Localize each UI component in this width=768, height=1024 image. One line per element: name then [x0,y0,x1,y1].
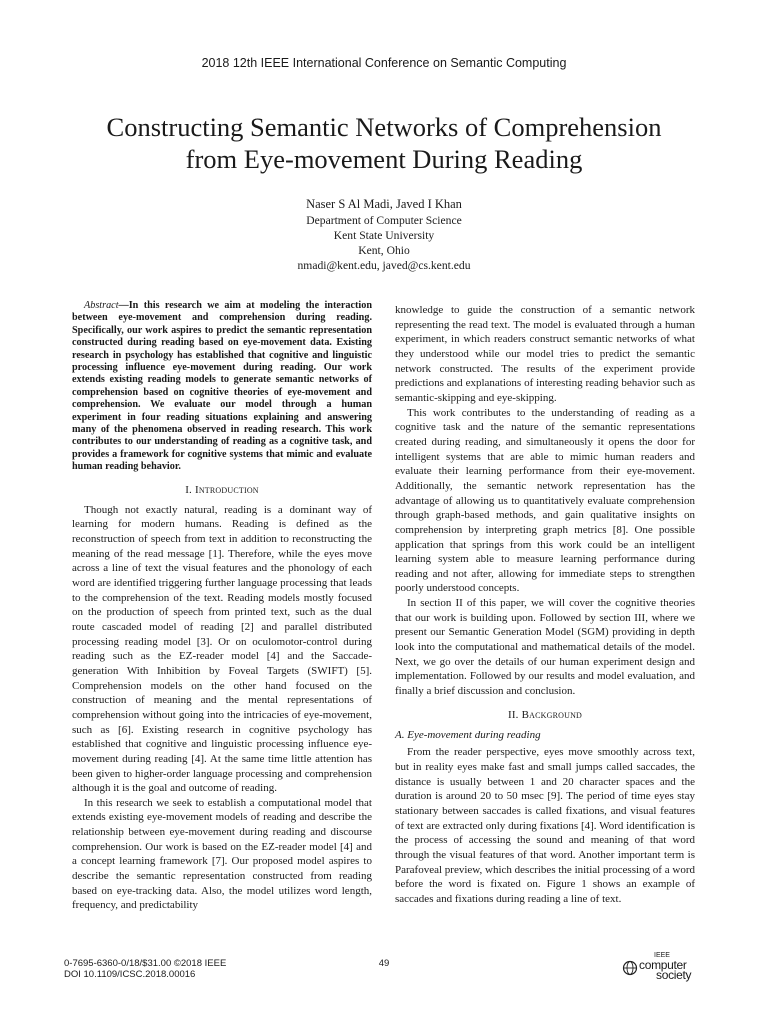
paper-title [40,111,728,175]
abstract [72,300,372,474]
logo-society-text: society [656,968,692,982]
right-paragraph-2: This work contributes to the understanding of reading as a cognitive task and the nature of the semantic representations created during reading, and simultaneously it opens the door for intelligent systems that are able to mimic human readers and evaluate their learning performance from their eye-movement. Additionally, the semantic network representation has the advantage of allowing us to quantitatively evaluate comprehension through graph-based methods, and gain qualitative insights on comprehension by interpreting graph metrics [8]. One possible application that springs from this work could be an intelligent learning system able to measure learning performance during reading and not after, allowing for immediate steps to strengthen poorly understood concepts. [395,406,695,595]
logo-computer-text: computer [639,958,687,972]
intro-paragraph-1: Though not exactly natural, reading is a dominant way of learning for modern humans. Reading is defined as the reconstruction of speech from text in addition to reconstructing the meaning of the read message [1]. Therefore, while the eyes move across a line of text the visual features and the phonology of each word are identified triggering further language processing that leads to the comprehension of the text. Reading models mostly focused on the production of speech from printed text, such as the dual route cascaded model of reading [2] and parallel distributed processing reading model [3]. Or on oculomotor-control during reading such as the EZ-reader model [4] and the Saccade-generation With Inhibition by Foveal Targets (SWIFT) [5]. Comprehension models on the other hand focused on the construction of meaning and the mental representations of comprehension without going into the intricacies of eye-movement, such as [6]. Existing research in cognitive psychology has established that cognitive and linguistic processing influence eye-movement during reading [4]. At the same time little attention has been given to higher-order language processing and comprehension although it is the goal and outcome of reading. [72,503,372,795]
intro-paragraph-2: In this research we seek to establish a computational model that extends existing eye-movement models of reading and describe the relationship between eye-movement during reading and discourse comprehension. Our work is based on the EZ-reader model [4] and a concept learning framework [7]. Our proposed model aspires to describe the semantic representation constructed from reading based on eye-tracking data. Also, the model utilizes word length, frequency, and predictability [72,796,372,912]
right-paragraph-1: knowledge to guide the construction of a semantic network representing the read text. The model is evaluated through a human experiment, in which readers construct semantic networks of what they understood while our model tries to predict the semantic network constructed. The results of the experiment provide predictions and explanations of interesting reading behavior such as semantic-skipping and eye-skipping. [395,304,695,404]
abstract-lead: Abstract [84,300,119,311]
ieee-computer-society-logo [622,952,712,988]
title-line-2: from Eye-movement During Reading [185,144,583,174]
right-column [395,303,695,907]
section-heading-background: II. Background [507,708,583,721]
logo-ieee-text: IEEE [654,952,670,959]
globe-icon [622,960,638,976]
background-paragraph-1: From the reader perspective, eyes move smoothly across text, but in reality eyes make fast and small jumps called saccades, the distance is usually between 1 and 20 character spaces and the duration is around 20 to 50 msec [9]. The period of time eyes stay stationary between saccades is called fixations, and visual features of text are extracted only during fixations [4]. Word identification is the process of accessing the sound and meaning of that word through the visual features of that word. Another important term is Parafoveal preview, which describes the initial processing of a word before the word is fixated on. Figure 1 shows an example of saccades and fixations during reading a line of text. [395,746,695,905]
subsection-heading-eye-movement: A. Eye-movement during reading [395,728,541,741]
author-names: Naser S Al Madi, Javed I Khan [306,197,462,211]
abstract-text: —In this research we aim at modeling the interaction between eye-movement and comprehension during reading. Specifically, our work aspires to predict the semantic representation constructed during reading based on eye-movement data. Existing research in psychology has established that cognitive and linguistic processing influence eye-movement during reading. Our work extends existing reading models to generate semantic networks of comprehension based on cognitive theories of eye-movement and comprehension. We evaluate our model through a human experiment in four reading situations explaining and answering many of the phenomena observed in reading research. This work contributes to our understanding of reading as a cognitive task, and provides a framework for cognitive systems that mimic and evaluate human reading behavior. [72,300,372,473]
right-paragraph-3: In section II of this paper, we will cover the cognitive theories that our work is building upon. Followed by section III, where we present our Semantic Generation Model (SGM) providing in depth look into the computational and mathematical details of the model. Next, we go over the details of our human experiment design and implementation. Followed by our results and model evaluation, and finally a brief discussion and conclusion. [395,597,695,698]
conference-header: 2018 12th IEEE International Conference on Semantic Computing [201,56,567,70]
author-department: Department of Computer Science [306,214,462,227]
author-emails: nmadi@kent.edu, javed@cs.kent.edu [297,259,471,272]
left-column [72,300,372,913]
footer-isbn: 0-7695-6360-0/18/$31.00 ©2018 IEEE [64,958,227,969]
author-location: Kent, Ohio [358,244,410,257]
footer-doi: DOI 10.1109/ICSC.2018.00016 [64,969,196,980]
section-heading-introduction: I. Introduction [185,483,259,496]
page-number: 49 [378,958,390,969]
author-block [0,197,768,273]
title-line-1: Constructing Semantic Networks of Comprehension [106,112,662,142]
author-university: Kent State University [333,229,435,242]
